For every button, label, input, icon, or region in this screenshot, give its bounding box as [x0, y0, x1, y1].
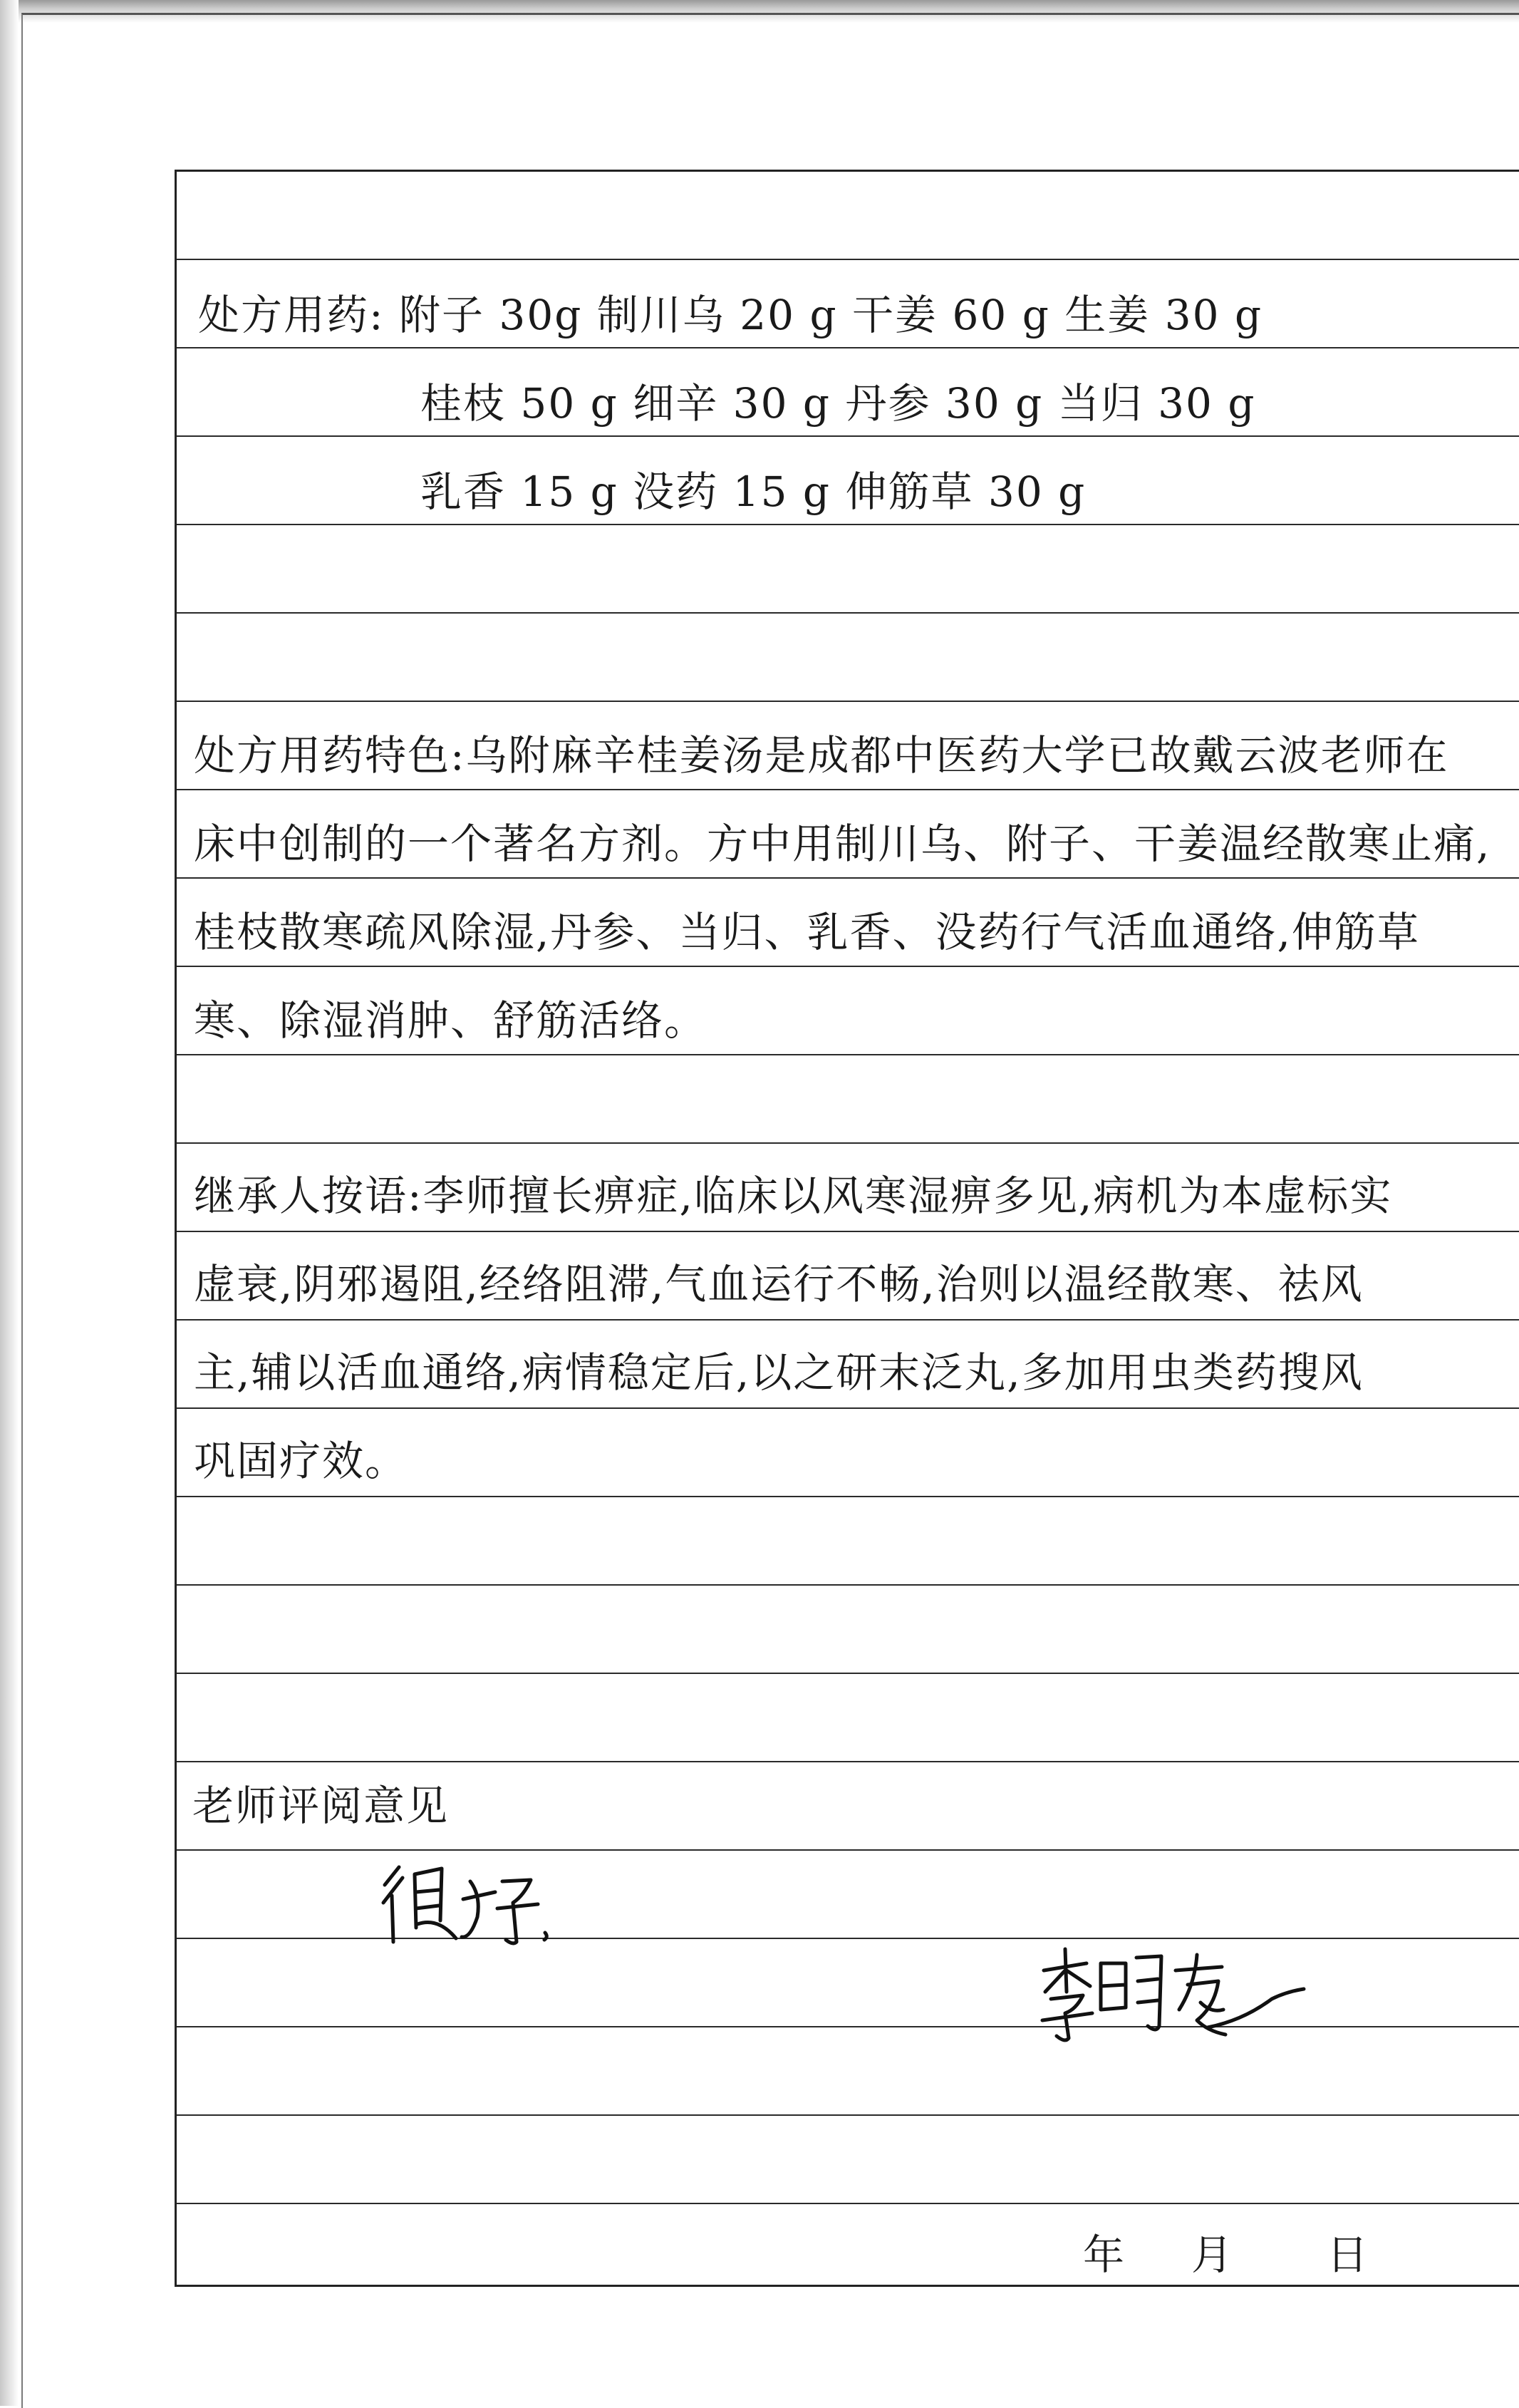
form-rule — [177, 2114, 1519, 2116]
successor-note-line-3: 主,辅以活血通络,病情稳定后,以之研末泛丸,多加用虫类药搜风 — [194, 1348, 1364, 1397]
form-rule — [177, 1054, 1519, 1055]
form-rule — [177, 966, 1519, 967]
form-rule — [177, 1496, 1519, 1497]
prescription-line-2: 桂枝 50 g 细辛 30 g 丹参 30 g 当归 30 g — [420, 379, 1256, 428]
form-rule — [177, 1584, 1519, 1586]
features-line-1: 处方用药特色:乌附麻辛桂姜汤是成都中医药大学已故戴云波老师在 — [194, 731, 1449, 780]
prescription-line-3: 乳香 15 g 没药 15 g 伸筋草 30 g — [420, 467, 1087, 516]
form-rule — [177, 612, 1519, 614]
scan-left-edge — [0, 0, 19, 2406]
successor-note-line-2: 虚衰,阴邪遏阻,经络阻滞,气血运行不畅,治则以温经散寒、祛风 — [194, 1260, 1364, 1308]
form-rule — [177, 347, 1519, 348]
form-rule — [177, 1142, 1519, 1144]
form-rule — [177, 524, 1519, 525]
features-line-3: 桂枝散寒疏风除湿,丹参、当归、乳香、没药行气活血通络,伸筋草 — [194, 908, 1420, 956]
handwritten-comment — [370, 1853, 556, 1953]
form-rule — [177, 1849, 1519, 1851]
prescription-line-1: 处方用药: 附子 30g 制川乌 20 g 干姜 60 g 生姜 30 g — [198, 291, 1263, 339]
form-rule — [177, 259, 1519, 260]
form-rule — [177, 2203, 1519, 2204]
form-rule — [177, 1761, 1519, 1762]
features-line-4: 寒、除湿消肿、舒筋活络。 — [194, 996, 707, 1045]
date-year-label: 年 — [1083, 2231, 1126, 2279]
successor-note-line-4: 巩固疗效。 — [194, 1437, 408, 1485]
form-rule — [177, 1231, 1519, 1232]
review-heading: 老师评阅意见 — [192, 1782, 450, 1830]
teacher-signature — [1037, 1942, 1307, 2049]
features-line-2: 床中创制的一个著名方剂。方中用制川乌、附子、干姜温经散寒止痛, — [194, 820, 1491, 868]
date-day-label: 日 — [1327, 2231, 1370, 2279]
form-rule — [177, 2026, 1519, 2027]
form-rule — [177, 1673, 1519, 1674]
date-month-label: 月 — [1191, 2231, 1235, 2279]
successor-note-line-1: 继承人按语:李师擅长痹症,临床以风寒湿痹多见,病机为本虚标实 — [194, 1172, 1393, 1220]
form-rule — [177, 1319, 1519, 1321]
form-rule — [177, 877, 1519, 879]
form-rule — [177, 1407, 1519, 1409]
form-rule — [177, 701, 1519, 702]
form-rule — [177, 789, 1519, 790]
form-rule — [177, 435, 1519, 437]
